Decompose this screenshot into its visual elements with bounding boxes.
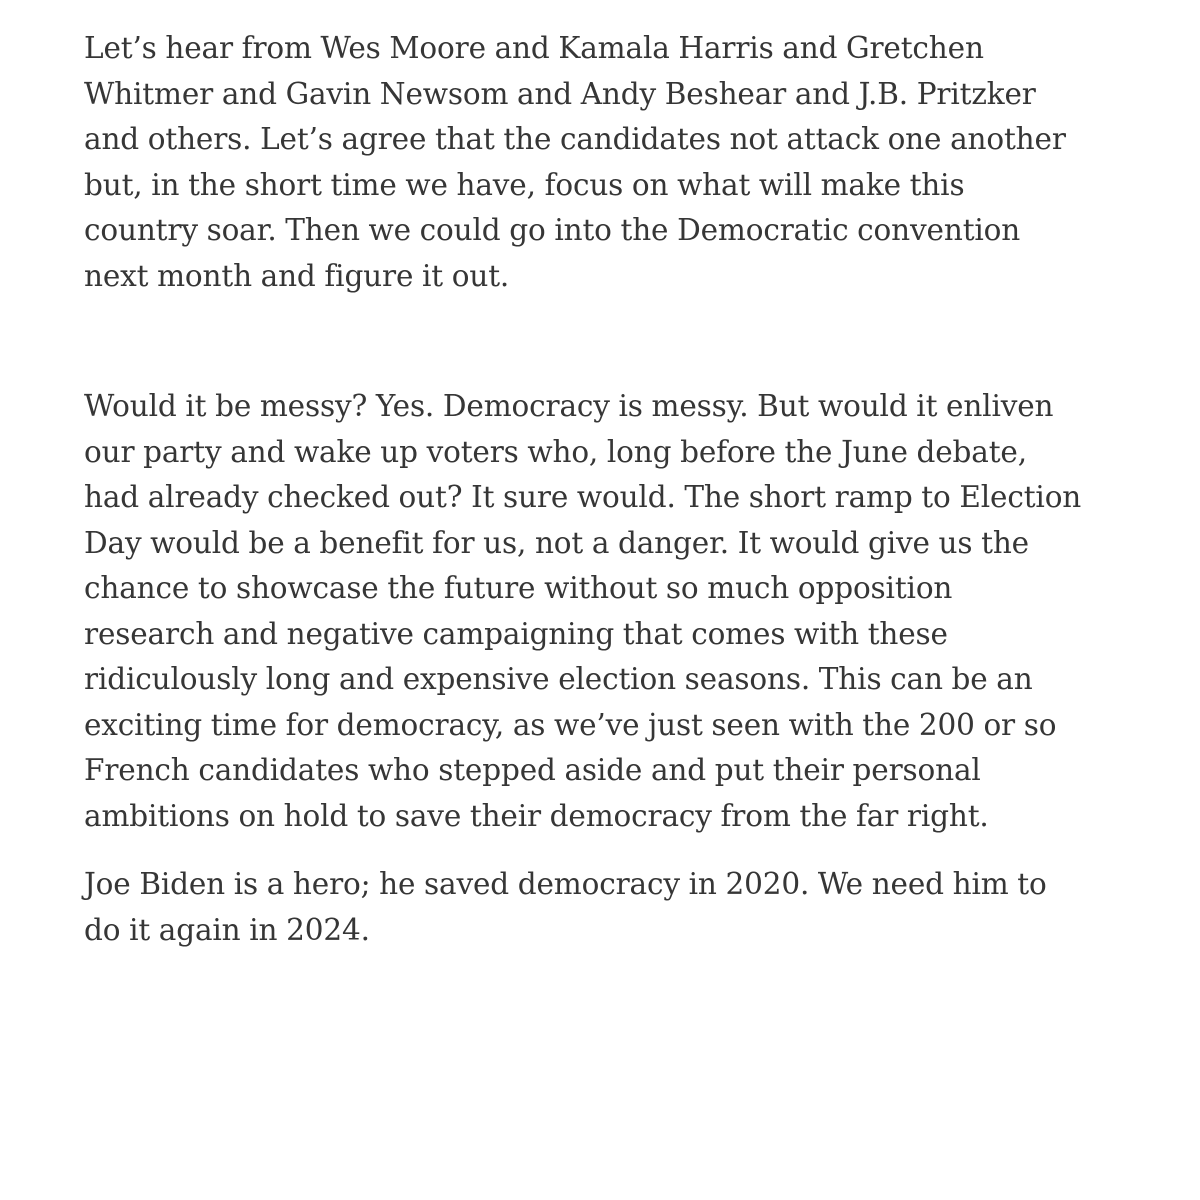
article-body — [84, 26, 1144, 953]
text-line: country soar. Then we could go into the Democratic convention — [84, 213, 1021, 247]
text-line: next month and figure it out. — [84, 258, 510, 293]
paragraph-3 — [84, 862, 1144, 953]
text-line: Joe Biden is a hero; he saved democracy in 2020. We need him to — [84, 867, 1047, 901]
text-line: had already checked out? It sure would. The short ramp to Election — [84, 480, 1082, 514]
text-line: do it again in 2024. — [84, 912, 370, 947]
text-line: and others. Let’s agree that the candidates not attack one another — [84, 122, 1066, 156]
text-line: but, in the short time we have, focus on what will make this — [84, 167, 965, 202]
text-line: Whitmer and Gavin Newsom and Andy Beshear and J.B. Pritzker — [84, 76, 1036, 111]
paragraph-1 — [84, 26, 1144, 299]
text-line: chance to showcase the future without so much opposition — [84, 571, 953, 605]
text-line: ambitions on hold to save their democracy from the far right. — [84, 798, 989, 833]
text-line: French candidates who stepped aside and put their personal — [84, 753, 981, 787]
text-line: ridiculously long and expensive election seasons. This can be an — [84, 662, 1033, 696]
text-line: Let’s hear from Wes Moore and Kamala Harris and Gretchen — [84, 31, 984, 65]
text-line: research and negative campaigning that comes with these — [84, 616, 948, 651]
paragraph-2 — [84, 384, 1144, 839]
text-line: Day would be a benefit for us, not a danger. It would give us the — [84, 525, 1029, 560]
text-line: Would it be messy? Yes. Democracy is messy. But would it enliven — [84, 389, 1054, 423]
text-line: exciting time for democracy, as we’ve just seen with the 200 or so — [84, 707, 1057, 742]
text-line: our party and wake up voters who, long before the June debate, — [84, 434, 1027, 469]
